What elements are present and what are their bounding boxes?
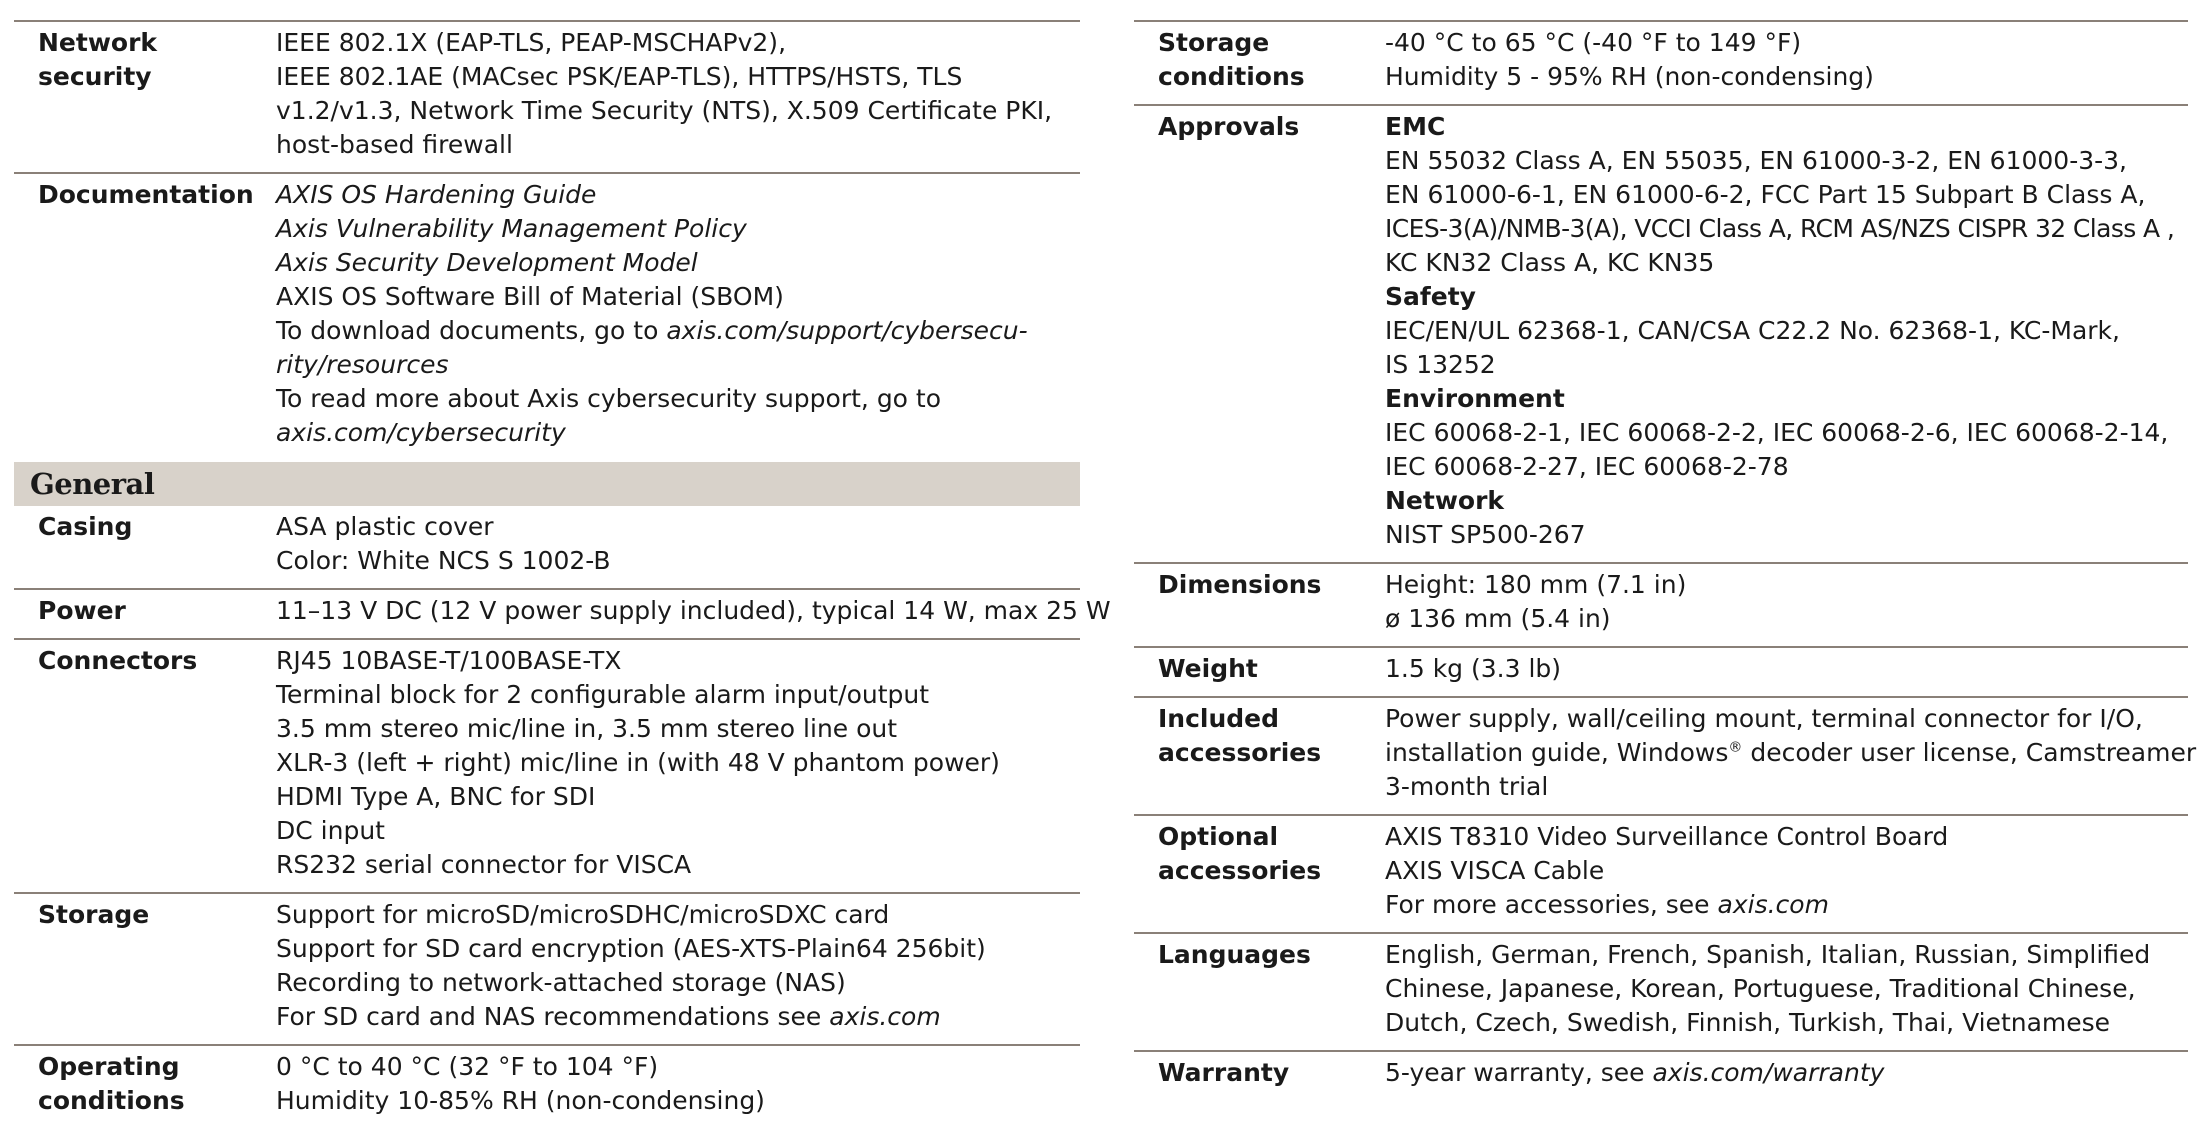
spec-label: Weight (1158, 654, 1258, 683)
spec-line: ICES-3(A)/NMB-3(A), VCCI Class A, RCM AS/NZS CISPR 32 Class A , (1385, 214, 2175, 243)
spec-value (276, 644, 1080, 882)
spec-line: Humidity 5 - 95% RH (non-condensing) (1385, 62, 1874, 91)
spec-row-network-security (14, 20, 1080, 172)
spec-value (276, 510, 1080, 578)
spec-row-power (14, 588, 1111, 638)
spec-column-right (1134, 20, 2197, 1100)
spec-label: Network security (38, 28, 158, 91)
spec-line: AXIS T8310 Video Surveillance Control Board (1385, 822, 1949, 851)
spec-label: Optional accessories (1158, 822, 1322, 885)
doc-title-hardening-guide: AXIS OS Hardening Guide (276, 180, 597, 209)
doc-title-vulnerability-policy: Axis Vulnerability Management Policy (276, 214, 747, 243)
spec-row-weight (1134, 646, 2188, 696)
link-cybersecurity-resources-cont[interactable]: rity/resources (276, 350, 449, 379)
spec-line: Terminal block for 2 configurable alarm input/output (276, 680, 930, 709)
spec-line: 0 °C to 40 °C (32 °F to 104 °F) (276, 1052, 659, 1081)
spec-line: IEEE 802.1AE (MACsec PSK/EAP-TLS), HTTPS/HSTS, TLS (276, 62, 963, 91)
spec-line: Dutch, Czech, Swedish, Finnish, Turkish, Thai, Vietnamese (1385, 1008, 2111, 1037)
spec-label: Approvals (1158, 112, 1300, 141)
spec-value (276, 898, 1080, 1034)
spec-line: KC KN32 Class A, KC KN35 (1385, 248, 1715, 277)
spec-value (276, 26, 1080, 162)
spec-label: Operating conditions (38, 1052, 185, 1115)
link-cybersecurity-resources[interactable]: axis.com/support/cybersecu- (666, 316, 1028, 345)
spec-line: NIST SP500-267 (1385, 520, 1586, 549)
warranty-text: 5-year warranty, see (1385, 1058, 1653, 1087)
spec-row-warranty (1134, 1050, 2188, 1100)
spec-line: Humidity 10-85% RH (non-condensing) (276, 1086, 765, 1115)
spec-row-languages (1134, 932, 2188, 1050)
spec-label: Documentation (38, 180, 254, 209)
spec-line: host-based firewall (276, 130, 513, 159)
spec-value (1385, 702, 2196, 804)
spec-line: IEC 60068-2-27, IEC 60068-2-78 (1385, 452, 1789, 481)
spec-line (1385, 1056, 2188, 1090)
spec-value (1385, 568, 2188, 636)
spec-row-included-accessories (1134, 696, 2197, 814)
included-text: installation guide, Windows (1385, 738, 1729, 767)
spec-line: HDMI Type A, BNC for SDI (276, 782, 596, 811)
spec-value (1385, 652, 2188, 686)
nas-text: For SD card and NAS recommendations see (276, 1002, 830, 1031)
spec-value (1385, 110, 2188, 552)
approvals-heading-environment: Environment (1385, 384, 1565, 413)
spec-row-documentation (14, 172, 1080, 460)
spec-row-connectors (14, 638, 1080, 892)
spec-label: Warranty (1158, 1058, 1290, 1087)
spec-value (276, 1050, 1080, 1118)
spec-label: Power (38, 596, 126, 625)
link-axis-com[interactable]: axis.com (1717, 890, 1829, 919)
section-header-general: General (14, 462, 1080, 506)
download-text: To download documents, go to (276, 316, 667, 345)
spec-line: ASA plastic cover (276, 512, 494, 541)
spec-line: v1.2/v1.3, Network Time Security (NTS), X.509 Certificate PKI, (276, 96, 1053, 125)
doc-title-security-model: Axis Security Development Model (276, 248, 698, 277)
spec-row-dimensions (1134, 562, 2188, 646)
spec-line (276, 314, 1080, 348)
spec-line: IS 13252 (1385, 350, 1496, 379)
link-axis-warranty[interactable]: axis.com/warranty (1652, 1058, 1885, 1087)
spec-row-storage (14, 892, 1080, 1044)
spec-label: Storage (38, 900, 150, 929)
spec-line: XLR-3 (left + right) mic/line in (with 48 V phantom power) (276, 748, 1000, 777)
spec-value (1385, 820, 2188, 922)
spec-line: Support for SD card encryption (AES-XTS-Plain64 256bit) (276, 934, 986, 963)
spec-line: Support for microSD/microSDHC/microSDXC card (276, 900, 890, 929)
spec-line: AXIS OS Software Bill of Material (SBOM) (276, 282, 784, 311)
spec-line: EN 61000-6-1, EN 61000-6-2, FCC Part 15 Subpart B Class A, (1385, 180, 2146, 209)
spec-value (276, 594, 1111, 628)
spec-row-operating-conditions (14, 1044, 1080, 1128)
spec-line: EN 55032 Class A, EN 55035, EN 61000-3-2, EN 61000-3-3, (1385, 146, 2127, 175)
spec-line: Color: White NCS S 1002-B (276, 546, 611, 575)
spec-line: 3-month trial (1385, 772, 1549, 801)
spec-row-approvals (1134, 104, 2188, 562)
spec-value (276, 178, 1080, 450)
spec-label: Languages (1158, 940, 1311, 969)
included-text: decoder user license, Camstreamer (1742, 738, 2197, 767)
spec-line: Chinese, Japanese, Korean, Portuguese, Traditional Chinese, (1385, 974, 2136, 1003)
spec-value (1385, 1056, 2188, 1090)
spec-line (1385, 736, 2196, 770)
spec-value (1385, 26, 2188, 94)
spec-line: -40 °C to 65 °C (-40 °F to 149 °F) (1385, 28, 1802, 57)
spec-label: Casing (38, 512, 133, 541)
spec-line: To read more about Axis cybersecurity support, go to (276, 384, 942, 413)
spec-line: Power supply, wall/ceiling mount, terminal connector for I/O, (1385, 704, 2143, 733)
spec-line: ø 136 mm (5.4 in) (1385, 604, 1611, 633)
spec-line (276, 1000, 1080, 1034)
link-axis-com[interactable]: axis.com (829, 1002, 941, 1031)
more-accessories-text: For more accessories, see (1385, 890, 1718, 919)
spec-row-optional-accessories (1134, 814, 2188, 932)
spec-line: IEEE 802.1X (EAP-TLS, PEAP-MSCHAPv2), (276, 28, 787, 57)
spec-line: RJ45 10BASE-T/100BASE-TX (276, 646, 622, 675)
spec-line: Recording to network-attached storage (NAS) (276, 968, 846, 997)
spec-line: AXIS VISCA Cable (1385, 856, 1605, 885)
approvals-heading-emc: EMC (1385, 112, 1446, 141)
spec-line: IEC 60068-2-1, IEC 60068-2-2, IEC 60068-2-6, IEC 60068-2-14, (1385, 418, 2169, 447)
spec-line (1385, 888, 2188, 922)
link-cybersecurity[interactable]: axis.com/cybersecurity (276, 418, 566, 447)
spec-line: Height: 180 mm (7.1 in) (1385, 570, 1687, 599)
spec-line: RS232 serial connector for VISCA (276, 850, 692, 879)
spec-label: Connectors (38, 646, 198, 675)
registered-mark: ® (1728, 739, 1743, 756)
approvals-heading-network: Network (1385, 486, 1505, 515)
spec-column-left (14, 20, 1111, 1128)
spec-value (1385, 938, 2188, 1040)
spec-line: 11–13 V DC (12 V power supply included), typical 14 W, max 25 W (276, 596, 1111, 625)
spec-line: 1.5 kg (3.3 lb) (1385, 654, 1562, 683)
spec-label: Dimensions (1158, 570, 1322, 599)
approvals-heading-safety: Safety (1385, 282, 1476, 311)
spec-line: English, German, French, Spanish, Italian, Russian, Simplified (1385, 940, 2151, 969)
spec-line: DC input (276, 816, 385, 845)
spec-line: IEC/EN/UL 62368-1, CAN/CSA C22.2 No. 62368-1, KC-Mark, (1385, 316, 2120, 345)
spec-line: 3.5 mm stereo mic/line in, 3.5 mm stereo line out (276, 714, 898, 743)
spec-label: Included accessories (1158, 704, 1322, 767)
spec-label: Storage conditions (1158, 28, 1305, 91)
spec-row-storage-conditions (1134, 20, 2188, 104)
spec-row-casing (14, 506, 1080, 588)
